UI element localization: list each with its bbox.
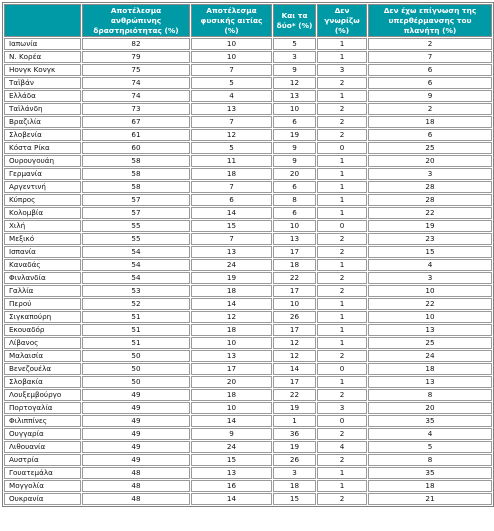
cell-country: Βραζιλία — [4, 116, 81, 128]
cell-human-activity: 49 — [82, 389, 190, 401]
cell-unaware: 28 — [368, 181, 492, 193]
cell-natural-cause: 14 — [191, 298, 272, 310]
cell-unaware: 2 — [368, 103, 492, 115]
cell-human-activity: 49 — [82, 402, 190, 414]
cell-human-activity: 79 — [82, 51, 190, 63]
cell-unaware: 2 — [368, 38, 492, 50]
cell-both: 3 — [273, 51, 316, 63]
cell-unaware: 13 — [368, 324, 492, 336]
cell-both: 18 — [273, 480, 316, 492]
cell-country: Σλοβενία — [4, 129, 81, 141]
cell-human-activity: 49 — [82, 441, 190, 453]
cell-country: Μογγολία — [4, 480, 81, 492]
header-country — [4, 4, 81, 37]
cell-human-activity: 58 — [82, 181, 190, 193]
results-table-container — [2, 2, 490, 507]
cell-country: Περού — [4, 298, 81, 310]
table-row — [4, 350, 492, 362]
cell-dont-know: 1 — [317, 181, 367, 193]
cell-dont-know: 2 — [317, 77, 367, 89]
table-row — [4, 77, 492, 89]
cell-unaware: 18 — [368, 363, 492, 375]
cell-both: 12 — [273, 350, 316, 362]
cell-human-activity: 48 — [82, 467, 190, 479]
cell-dont-know: 2 — [317, 272, 367, 284]
table-row — [4, 155, 492, 167]
cell-natural-cause: 18 — [191, 324, 272, 336]
table-row — [4, 51, 492, 63]
cell-dont-know: 2 — [317, 103, 367, 115]
cell-natural-cause: 9 — [191, 428, 272, 440]
cell-country: Ουρουγουάη — [4, 155, 81, 167]
cell-dont-know: 4 — [317, 441, 367, 453]
table-row — [4, 233, 492, 245]
table-row — [4, 103, 492, 115]
cell-dont-know: 2 — [317, 285, 367, 297]
cell-unaware: 22 — [368, 298, 492, 310]
cell-natural-cause: 13 — [191, 246, 272, 258]
cell-natural-cause: 13 — [191, 350, 272, 362]
cell-country: Χιλή — [4, 220, 81, 232]
cell-dont-know: 1 — [317, 298, 367, 310]
cell-unaware: 4 — [368, 259, 492, 271]
cell-both: 9 — [273, 64, 316, 76]
cell-dont-know: 2 — [317, 350, 367, 362]
cell-dont-know: 2 — [317, 246, 367, 258]
cell-human-activity: 74 — [82, 90, 190, 102]
cell-country: Γουατεμάλα — [4, 467, 81, 479]
cell-human-activity: 51 — [82, 311, 190, 323]
cell-country: Βενεζουέλα — [4, 363, 81, 375]
cell-both: 10 — [273, 103, 316, 115]
cell-human-activity: 82 — [82, 38, 190, 50]
cell-natural-cause: 12 — [191, 129, 272, 141]
cell-natural-cause: 18 — [191, 389, 272, 401]
cell-dont-know: 2 — [317, 116, 367, 128]
cell-human-activity: 51 — [82, 324, 190, 336]
cell-natural-cause: 24 — [191, 441, 272, 453]
cell-unaware: 18 — [368, 116, 492, 128]
cell-unaware: 20 — [368, 402, 492, 414]
cell-human-activity: 74 — [82, 77, 190, 89]
cell-both: 17 — [273, 376, 316, 388]
cell-dont-know: 3 — [317, 402, 367, 414]
cell-dont-know: 1 — [317, 311, 367, 323]
cell-both: 6 — [273, 207, 316, 219]
cell-natural-cause: 16 — [191, 480, 272, 492]
cell-dont-know: 2 — [317, 428, 367, 440]
table-row — [4, 324, 492, 336]
table-row — [4, 402, 492, 414]
cell-both: 12 — [273, 337, 316, 349]
cell-unaware: 25 — [368, 142, 492, 154]
table-row — [4, 90, 492, 102]
cell-unaware: 4 — [368, 428, 492, 440]
cell-country: Ουγγαρία — [4, 428, 81, 440]
cell-dont-know: 0 — [317, 220, 367, 232]
header-row — [4, 4, 492, 37]
cell-dont-know: 0 — [317, 415, 367, 427]
cell-both: 8 — [273, 194, 316, 206]
cell-natural-cause: 18 — [191, 285, 272, 297]
cell-unaware: 15 — [368, 246, 492, 258]
cell-human-activity: 54 — [82, 272, 190, 284]
cell-country: Μεξικό — [4, 233, 81, 245]
cell-human-activity: 49 — [82, 428, 190, 440]
table-row — [4, 389, 492, 401]
table-row — [4, 129, 492, 141]
table-row — [4, 285, 492, 297]
cell-natural-cause: 19 — [191, 272, 272, 284]
table-row — [4, 480, 492, 492]
table-body — [4, 38, 492, 505]
cell-human-activity: 61 — [82, 129, 190, 141]
cell-human-activity: 49 — [82, 454, 190, 466]
cell-dont-know: 1 — [317, 207, 367, 219]
cell-natural-cause: 4 — [191, 90, 272, 102]
cell-country: Εκουαδόρ — [4, 324, 81, 336]
table-row — [4, 376, 492, 388]
cell-both: 19 — [273, 402, 316, 414]
cell-both: 20 — [273, 168, 316, 180]
table-row — [4, 181, 492, 193]
cell-unaware: 9 — [368, 90, 492, 102]
cell-dont-know: 2 — [317, 233, 367, 245]
table-row — [4, 467, 492, 479]
cell-unaware: 8 — [368, 389, 492, 401]
cell-both: 10 — [273, 298, 316, 310]
cell-unaware: 6 — [368, 77, 492, 89]
table-row — [4, 246, 492, 258]
cell-human-activity: 54 — [82, 259, 190, 271]
cell-human-activity: 50 — [82, 363, 190, 375]
cell-natural-cause: 15 — [191, 220, 272, 232]
cell-natural-cause: 14 — [191, 415, 272, 427]
cell-unaware: 3 — [368, 272, 492, 284]
cell-natural-cause: 15 — [191, 454, 272, 466]
cell-country: Σλοβακία — [4, 376, 81, 388]
cell-dont-know: 2 — [317, 129, 367, 141]
cell-unaware: 25 — [368, 337, 492, 349]
cell-dont-know: 1 — [317, 259, 367, 271]
cell-natural-cause: 10 — [191, 402, 272, 414]
cell-country: Ισπανία — [4, 246, 81, 258]
table-row — [4, 168, 492, 180]
cell-country: Ν. Κορέα — [4, 51, 81, 63]
cell-unaware: 6 — [368, 129, 492, 141]
cell-both: 17 — [273, 285, 316, 297]
cell-unaware: 5 — [368, 441, 492, 453]
cell-unaware: 35 — [368, 467, 492, 479]
cell-both: 3 — [273, 467, 316, 479]
table-row — [4, 454, 492, 466]
cell-both: 36 — [273, 428, 316, 440]
cell-unaware: 21 — [368, 493, 492, 505]
table-row — [4, 272, 492, 284]
table-row — [4, 116, 492, 128]
cell-unaware: 28 — [368, 194, 492, 206]
cell-dont-know: 3 — [317, 64, 367, 76]
cell-human-activity: 57 — [82, 207, 190, 219]
cell-country: Γαλλία — [4, 285, 81, 297]
cell-natural-cause: 13 — [191, 103, 272, 115]
cell-dont-know: 1 — [317, 51, 367, 63]
cell-country: Λίβανος — [4, 337, 81, 349]
cell-dont-know: 1 — [317, 155, 367, 167]
cell-unaware: 23 — [368, 233, 492, 245]
cell-natural-cause: 5 — [191, 77, 272, 89]
cell-human-activity: 55 — [82, 233, 190, 245]
cell-natural-cause: 20 — [191, 376, 272, 388]
cell-unaware: 24 — [368, 350, 492, 362]
cell-natural-cause: 14 — [191, 207, 272, 219]
cell-dont-know: 1 — [317, 376, 367, 388]
cell-country: Λιθουανία — [4, 441, 81, 453]
table-row — [4, 493, 492, 505]
cell-both: 10 — [273, 220, 316, 232]
cell-dont-know: 1 — [317, 168, 367, 180]
cell-both: 26 — [273, 311, 316, 323]
cell-human-activity: 50 — [82, 376, 190, 388]
cell-human-activity: 75 — [82, 64, 190, 76]
cell-both: 12 — [273, 77, 316, 89]
cell-unaware: 10 — [368, 311, 492, 323]
cell-unaware: 22 — [368, 207, 492, 219]
results-table — [2, 2, 494, 507]
table-row — [4, 441, 492, 453]
cell-unaware: 20 — [368, 155, 492, 167]
cell-human-activity: 57 — [82, 194, 190, 206]
cell-natural-cause: 7 — [191, 64, 272, 76]
cell-country: Μαλαισία — [4, 350, 81, 362]
cell-human-activity: 54 — [82, 246, 190, 258]
cell-natural-cause: 10 — [191, 38, 272, 50]
cell-both: 6 — [273, 181, 316, 193]
cell-dont-know: 1 — [317, 90, 367, 102]
cell-country: Ταϊβάν — [4, 77, 81, 89]
cell-dont-know: 1 — [317, 38, 367, 50]
cell-dont-know: 2 — [317, 454, 367, 466]
cell-dont-know: 1 — [317, 480, 367, 492]
cell-country: Hονγκ Kονγκ — [4, 64, 81, 76]
cell-natural-cause: 7 — [191, 116, 272, 128]
cell-natural-cause: 10 — [191, 337, 272, 349]
cell-dont-know: 0 — [317, 142, 367, 154]
cell-country: Αργεντινή — [4, 181, 81, 193]
cell-natural-cause: 14 — [191, 493, 272, 505]
cell-human-activity: 55 — [82, 220, 190, 232]
table-row — [4, 259, 492, 271]
header-natural-cause: Αποτέλεσμα φυσικής αιτίας (%) — [191, 4, 272, 37]
cell-natural-cause: 7 — [191, 233, 272, 245]
cell-unaware: 13 — [368, 376, 492, 388]
cell-human-activity: 58 — [82, 155, 190, 167]
cell-natural-cause: 18 — [191, 168, 272, 180]
cell-country: Πορτογαλία — [4, 402, 81, 414]
header-both: Και τα δύο* (%) — [273, 4, 316, 37]
cell-both: 17 — [273, 324, 316, 336]
cell-both: 1 — [273, 415, 316, 427]
cell-natural-cause: 17 — [191, 363, 272, 375]
cell-unaware: 8 — [368, 454, 492, 466]
cell-both: 9 — [273, 142, 316, 154]
cell-human-activity: 73 — [82, 103, 190, 115]
cell-human-activity: 60 — [82, 142, 190, 154]
cell-country: Γερμανία — [4, 168, 81, 180]
table-row — [4, 194, 492, 206]
table-row — [4, 415, 492, 427]
cell-unaware: 35 — [368, 415, 492, 427]
cell-human-activity: 48 — [82, 480, 190, 492]
cell-country: Καναδάς — [4, 259, 81, 271]
cell-human-activity: 58 — [82, 168, 190, 180]
table-row — [4, 220, 492, 232]
table-row — [4, 207, 492, 219]
cell-both: 15 — [273, 493, 316, 505]
table-row — [4, 142, 492, 154]
cell-country: Φινλανδία — [4, 272, 81, 284]
table-row — [4, 428, 492, 440]
cell-both: 17 — [273, 246, 316, 258]
cell-natural-cause: 5 — [191, 142, 272, 154]
cell-unaware: 7 — [368, 51, 492, 63]
cell-both: 13 — [273, 90, 316, 102]
cell-country: Σιγκαπούρη — [4, 311, 81, 323]
cell-human-activity: 49 — [82, 415, 190, 427]
cell-unaware: 6 — [368, 64, 492, 76]
cell-natural-cause: 6 — [191, 194, 272, 206]
cell-human-activity: 52 — [82, 298, 190, 310]
table-row — [4, 38, 492, 50]
cell-both: 6 — [273, 116, 316, 128]
cell-unaware: 18 — [368, 480, 492, 492]
table-row — [4, 64, 492, 76]
cell-both: 19 — [273, 441, 316, 453]
cell-natural-cause: 12 — [191, 311, 272, 323]
cell-human-activity: 53 — [82, 285, 190, 297]
cell-country: Ουκρανία — [4, 493, 81, 505]
cell-country: Φιλιππίνες — [4, 415, 81, 427]
cell-human-activity: 67 — [82, 116, 190, 128]
cell-natural-cause: 24 — [191, 259, 272, 271]
table-row — [4, 337, 492, 349]
cell-both: 5 — [273, 38, 316, 50]
cell-human-activity: 51 — [82, 337, 190, 349]
cell-dont-know: 1 — [317, 337, 367, 349]
cell-both: 13 — [273, 233, 316, 245]
cell-dont-know: 1 — [317, 324, 367, 336]
table-row — [4, 363, 492, 375]
cell-unaware: 19 — [368, 220, 492, 232]
cell-country: Λουξεμβούργο — [4, 389, 81, 401]
cell-human-activity: 50 — [82, 350, 190, 362]
cell-country: Ταϊλάνδη — [4, 103, 81, 115]
cell-both: 14 — [273, 363, 316, 375]
cell-country: Κόστα Ρίκα — [4, 142, 81, 154]
cell-natural-cause: 11 — [191, 155, 272, 167]
table-header — [4, 4, 492, 37]
cell-both: 18 — [273, 259, 316, 271]
cell-unaware: 3 — [368, 168, 492, 180]
cell-country: Κολομβία — [4, 207, 81, 219]
cell-both: 9 — [273, 155, 316, 167]
header-unaware: Δεν έχω επίγνωση της υπερθέρμανσης του πλανήτη (%) — [368, 4, 492, 37]
cell-dont-know: 2 — [317, 493, 367, 505]
cell-country: Κύπρος — [4, 194, 81, 206]
cell-natural-cause: 13 — [191, 467, 272, 479]
cell-natural-cause: 10 — [191, 51, 272, 63]
cell-both: 26 — [273, 454, 316, 466]
cell-dont-know: 1 — [317, 194, 367, 206]
cell-country: Ιαπωνία — [4, 38, 81, 50]
header-human-activity: Αποτέλεσμα ανθρώπινης δραστηριότητας (%) — [82, 4, 190, 37]
cell-dont-know: 2 — [317, 389, 367, 401]
cell-both: 22 — [273, 272, 316, 284]
cell-human-activity: 48 — [82, 493, 190, 505]
cell-country: Αυστρία — [4, 454, 81, 466]
cell-dont-know: 1 — [317, 467, 367, 479]
cell-unaware: 10 — [368, 285, 492, 297]
cell-both: 19 — [273, 129, 316, 141]
cell-natural-cause: 7 — [191, 181, 272, 193]
cell-both: 22 — [273, 389, 316, 401]
cell-dont-know: 0 — [317, 363, 367, 375]
table-row — [4, 311, 492, 323]
cell-country: Ελλάδα — [4, 90, 81, 102]
header-dont-know: Δεν γνωρίζω (%) — [317, 4, 367, 37]
table-row — [4, 298, 492, 310]
